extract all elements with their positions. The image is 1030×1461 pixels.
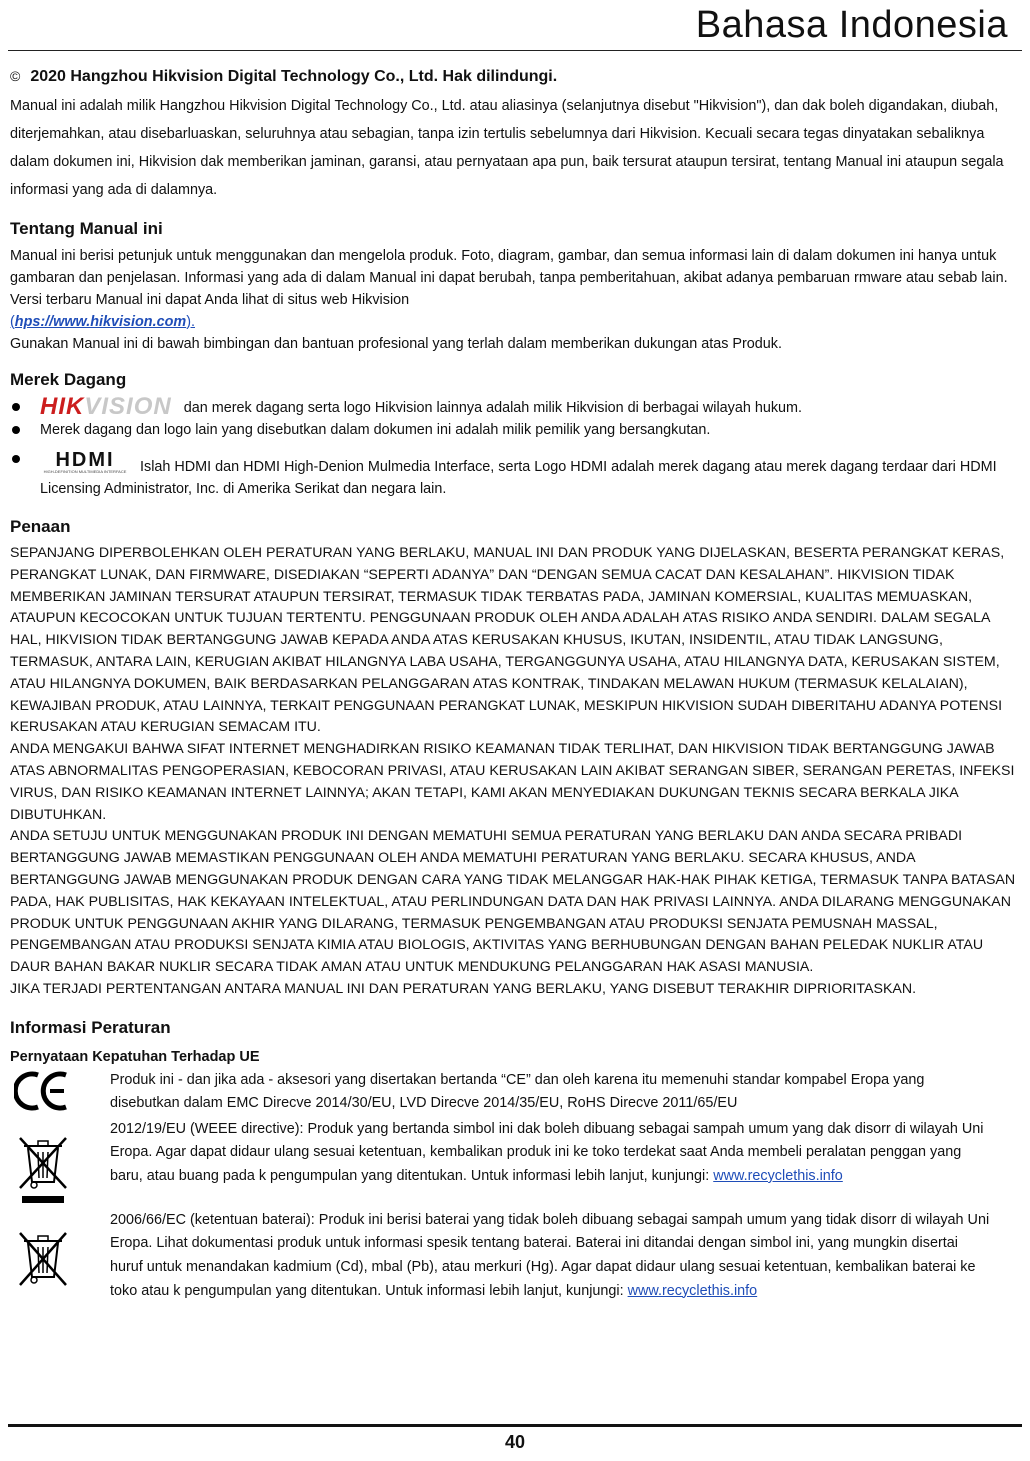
copyright-title [10,68,1020,86]
weee-recycle-link[interactable]: www.recyclethis.info [713,1167,843,1184]
weee-statement-row [10,1118,1020,1209]
disclaimer-heading: Penaan [10,517,71,536]
disclaimer-paragraph-3: ANDA SETUJU UNTUK MENGGUNAKAN PRODUK INI DENGAN MEMATUHI SEMUA PERATURAN YANG BERLAKU DAN ANDA SECARA PRIBADI BERTANGGUNG JAWAB MEMASTIKAN PENGGUNAAN OLEH ANDA MEMATUHI PERATURAN YANG BERLAKU. SECARA KHUSUS, ANDA BERTANGGUNG JAWAB MENGGUNAKAN PRODUK DENGAN CARA YANG TIDAK MELANGGAR HAK-HAK PIHAK KETIGA, TERMASUK TANPA BATASAN PADA, HAK PUBLISITAS, HAK KEKAYAAN INTELEKTUAL, ATAU PERLINDUNGAN DATA DAN HAK PRIVASI LAINNYA. ANDA DILARANG MENGGUNAKAN PRODUK UNTUK PENGGUNAAN AKHIR YANG DILARANG, TERMASUK PENGEMBANGAN ATAU PRODUKSI SENJATA PEMUSNAH MASSAL, PENGEMBANGAN ATAU PRODUKSI SENJATA KIMIA ATAU BIOLOGIS, AKTIVITAS YANG BERHUBUNGAN DENGAN BAHAN PELEDAK NUKLIR ATAU DAUR BAHAN BAKAR NUKLIR SECARA TIDAK AMAN ATAU UNTUK MENDUKUNG PELANGGARAN HAK ASASI MANUSIA. [10,828,1016,976]
regulatory-heading: Informasi Peraturan [10,1017,171,1037]
hikvision-website-link-wrapper[interactable]: (hps://www.hikvision.com). [10,314,195,330]
list-item [10,419,1020,441]
hikvision-website-link[interactable]: hps://www.hikvision.com [14,314,187,330]
disclaimer-paragraph-4: JIKA TERJADI PERTENTANGAN ANTARA MANUAL INI DAN PERATURAN YANG BERLAKU, YANG DISEBUT TERAKHIR DIPRIORITASKAN. [10,980,917,997]
about-guidance: Gunakan Manual ini di bawah bimbingan dan bantuan profesional yang terlah dalam memberikan dukungan atas Produk. [10,336,783,352]
bullet-icon [12,455,20,463]
page-header-language: Bahasa Indonesia [695,4,1008,46]
ce-statement-row [10,1069,1020,1118]
trademark-item-text: Islah HDMI dan HDMI High-Denion Mulmedia Interface, serta Logo HDMI adalah merek dagang atau merek dagang terdaar dari HDMI Licensing Administrator, Inc. di Amerika Serikat dan negara lain. [40,459,997,497]
ce-mark-icon [10,1069,110,1118]
about-heading: Tentang Manual ini [10,219,163,238]
header-divider [8,50,1022,51]
copyright-title-text: 2020 Hangzhou Hikvision Digital Technology Co., Ltd. Hak dilindungi. [30,68,558,85]
about-body-text: Manual ini berisi petunjuk untuk menggunakan dan mengelola produk. Foto, diagram, gambar, dan semua informasi lain di dalam dokumen ini hanya untuk gambaran dan penjelasan. Informasi yang ada di dalam Manual ini dapat berubah, tanpa pemberitahuan, akibat adanya pembaruan rmware atau sebab lain. Versi terbaru Manual ini dapat Anda lihat di situs web Hikvision [10,248,1008,308]
battery-recycle-link[interactable]: www.recyclethis.info [627,1282,758,1299]
trademark-list [10,393,1020,500]
ce-statement-text: Produk ini - dan jika ada - aksesori yang disertakan bertanda “CE” dan oleh karena itu memenuhi standar kompabel Eropa yang disebutkan dalam EMC Direcve 2014/30/EU, LVD Direcve 2014/35/EU, RoHS Direcve 2011/65/EU [110,1071,925,1112]
disclaimer-paragraph-2: ANDA MENGAKUI BAHWA SIFAT INTERNET MENGHADIRKAN RISIKO KEAMANAN TIDAK TERLIHAT, DAN HIKVISION TIDAK BERTANGGUNG JAWAB ATAS ABNORMALITAS PENGOPERASIAN, KEBOCORAN PRIVASI, ATAU KERUSAKAN LAIN AKIBAT SERANGAN SIBER, SERANGAN PERETAS, INFEKSI VIRUS, DAN RISIKO KEAMANAN INTERNET LAINNYA; AKAN TETAPI, KAMI AKAN MENYEDIAKAN DUKUNGAN TEKNIS SECARA BERKALA JIKA DIBUTUHKAN. [10,741,1015,823]
trademarks-heading: Merek Dagang [10,370,127,389]
trademark-item-text: Merek dagang dan logo lain yang disebutkan dalam dokumen ini adalah milik pemilik yang bersangkutan. [40,422,711,438]
list-item [10,393,1020,420]
eu-compliance-subheading: Pernyataan Kepatuhan Terhadap UE [10,1048,260,1065]
hikvision-logo: HIKVISION [40,393,172,420]
battery-crossed-bin-icon [10,1209,110,1296]
bullet-icon [12,426,20,434]
trademark-item-text: dan merek dagang serta logo Hikvision lainnya adalah milik Hikvision di berbagai wilayah hukum. [183,400,803,416]
battery-statement-text: 2006/66/EC (ketentuan baterai): Produk ini berisi baterai yang tidak boleh dibuang sebagai sampah umum yang tidak disorr di wilayah Uni Eropa. Lihat dokumentasi produk untuk informasi spesik tentang baterai. Baterai ini ditandai dengan simbol ini, yang mungkin disertai huruf untuk menandakan kadmium (Cd), mbal (Pb), atau merkuri (Hg). Agar dapat didaur ulang sesuai ketentuan, kembalikan baterai ke toko atau k pengumpulan yang ditentukan. Untuk informasi lebih lanjut, kunjungi: www.recyclethis.info [110,1211,990,1299]
battery-statement-row [10,1209,1020,1303]
copyright-body: Manual ini adalah milik Hangzhou Hikvision Digital Technology Co., Ltd. atau aliasinya (selanjutnya disebut "Hikvision"), dan dak boleh digandakan, diubah, diterjemahkan, atau disebarluaskan, seluruhnya atau sebagian, tanpa izin tertulis sebelumnya dari Hikvision. Kecuali secara tegas dinyatakan sebaliknya dalam dokumen ini, Hikvision dak memberikan jaminan, garansi, atau pernyataan apa pun, baik tersurat ataupun tersirat, tentang Manual ini ataupun segala informasi yang ada di dalamnya. [10,98,1004,198]
weee-statement-text: 2012/19/EU (WEEE directive): Produk yang bertanda simbol ini dak boleh dibuang sebagai sampah umum yang dak disorr di wilayah Uni Eropa. Agar dapat didaur ulang sesuai ketentuan, kembalikan produk ini ke toko terdekat saat Anda membeli peralatan penggan yang baru, atau buang pada k pengumpulan yang ditentukan. Untuk informasi lebih lanjut, kunjungi: www.recyclethis.info [110,1120,984,1184]
list-item [10,451,1020,500]
page-number: 40 [504,1432,526,1452]
about-body [10,245,1020,355]
copyright-symbol: © [10,68,21,84]
hdmi-logo: HDMI HIGH-DEFINITION MULTIMEDIA INTERFACE [43,449,127,474]
disclaimer-paragraph-1: SEPANJANG DIPERBOLEHKAN OLEH PERATURAN YANG BERLAKU, MANUAL INI DAN PRODUK YANG DIJELASKAN, BESERTA PERANGKAT KERAS, PERANGKAT LUNAK, DAN FIRMWARE, DISEDIAKAN “SEPERTI ADANYA” DAN “DENGAN SEMUA CACAT DAN KESALAHAN”. HIKVISION TIDAK MEMBERIKAN JAMINAN TERSURAT ATAUPUN TERSIRAT, TERMASUK TIDAK TERBATAS PADA, JAMINAN KOMERSIAL, KUALITAS MEMUASKAN, ATAUPUN KECOCOKAN UNTUK TUJUAN TERTENTU. PENGGUNAAN PRODUK OLEH ANDA ADALAH ATAS RISIKO ANDA SENDIRI. DALAM SEGALA HAL, HIKVISION TIDAK BERTANGGUNG JAWAB KEPADA ANDA ATAS KERUSAKAN KHUSUS, IKUTAN, INSIDENTIL, ATAU TIDAK LANGSUNG, TERMASUK, ANTARA LAIN, KERUGIAN AKIBAT HILANGNYA LABA USAHA, TERGANGGUNYA USAHA, ATAU HILANGNYA DATA, KERUSAKAN SISTEM, ATAU HILANGNYA DOKUMEN, BAIK BERDASARKAN PELANGGARAN ATAS KONTRAK, TINDAKAN MELAWAN HUKUM (TERMASUK KELALAIAN), KEWAJIBAN PRODUK, ATAU LAINNYA, TERKAIT PENGGUNAAN PERANGKAT LUNAK, MESKIPUN HIKVISION SUDAH DIBERITAHU ADANYA POTENSI KERUSAKAN ATAU KERUGIAN SEMACAM ITU. [10,545,1005,736]
footer-divider [8,1424,1022,1427]
weee-crossed-bin-icon [10,1118,110,1209]
page-content [10,68,1020,1303]
bullet-icon [12,403,20,411]
